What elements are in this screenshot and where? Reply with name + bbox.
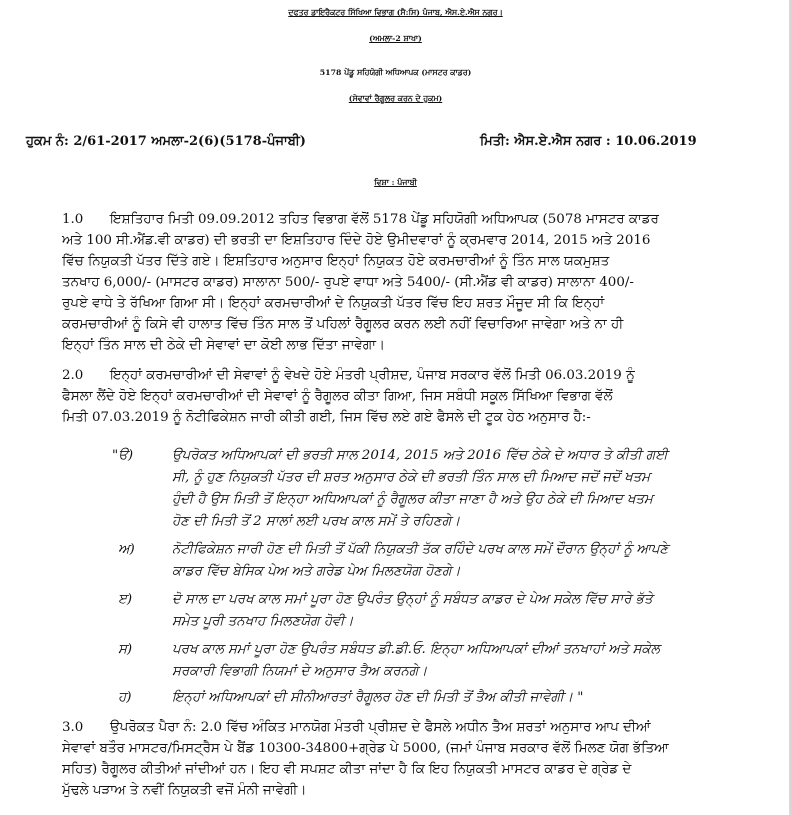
paragraph-line: ਸੇਵਾਵਾਂ ਬਤੌਰ ਮਾਸਟਰ/ਮਿਸਟ੍ਰੈਸ ਪੇ ਬੈਂਡ 10300-34800+ਗ੍ਰੇਡ ਪੇ 5000, (ਜਮਾਂ ਪੰਜਾਬ ਸਰਕਾਰ ਵੱਲੋਂ ਮਿਲਣ ਯੋਗ ਭੱਤਿਆ [62,741,669,756]
clause-label: "ੳ) [112,448,134,463]
clause-line: ਕਾਡਰ ਵਿੱਚ ਬੇਸਿਕ ਪੇਅ ਅਤੇ ਗਰੇਡ ਪੇਅ ਮਿਲਣਯੋਗ ਹੋਣਗੇ। [172,564,461,579]
branch-heading: (ਅਮਲਾ-2 ਸ਼ਾਖਾ) [369,34,422,43]
clause-label: ਅ) [118,542,135,557]
office-heading: ਦਫਤਰ ਡਾਇਰੈਕਟਰ ਸਿੱਖਿਆ ਵਿਭਾਗ (ਸੈ:ਸਿ) ਪੰਜਾਬ, ਐਸ.ਏ.ਐਸ ਨਗਰ। [288,8,503,17]
paragraph-number: 1.0 [62,212,84,227]
subject-line: ਵਿਸ਼ਾ : ਪੰਜਾਬੀ [374,178,417,187]
paragraph-line: ਇਸ਼ਤਿਹਾਰ ਮਿਤੀ 09.09.2012 ਤਹਿਤ ਵਿਭਾਗ ਵੱਲੋਂ 5178 ਪੇਂਡੂ ਸਹਿਯੋਗੀ ਅਧਿਆਪਕ (5078 ਮਾਸਟਰ ਕਾਡਰ [110,212,659,227]
paragraph-line: ਅਤੇ 100 ਸੀ.ਐਂਡ.ਵੀ ਕਾਡਰ) ਦੀ ਭਰਤੀ ਦਾ ਇਸ਼ਤਿਹਾਰ ਦਿੰਦੇ ਹੋਏ ਉਮੀਦਵਾਰਾਂ ਨੂੰ ਕ੍ਰਮਵਾਰ 2014, 2015 ਅਤੇ 2016 [62,233,651,248]
paragraph-number: 2.0 [62,368,84,383]
order-date: ਮਿਤੀ: ਐਸ.ਏ.ਐਸ ਨਗਰ : 10.06.2019 [480,134,697,149]
clause-line: ਸਰਕਾਰੀ ਵਿਭਾਗੀ ਨਿਯਮਾਂ ਦੇ ਅਨੁਸਾਰ ਤੈਅ ਕਰਨਗੇ। [172,664,428,679]
paragraph-line: ਇਨ੍ਹਾਂ ਕਰਮਚਾਰੀਆਂ ਦੀ ਸੇਵਾਵਾਂ ਨੂੰ ਵੇਖਦੇ ਹੋਏ ਮੰਤਰੀ ਪ੍ਰੀਸ਼ਦ, ਪੰਜਾਬ ਸਰਕਾਰ ਵੱਲੋਂ ਮਿਤੀ 06.03.2019 ਨੂੰ [110,368,635,383]
paragraph-line: ਇਨ੍ਹਾਂ ਤਿੰਨ ਸਾਲ ਦੀ ਠੇਕੇ ਦੀ ਸੇਵਾਵਾਂ ਦਾ ਕੋਈ ਲਾਭ ਦਿੱਤਾ ਜਾਵੇਗਾ। [62,338,385,353]
document-title: 5178 ਪੇਂਡੂ ਸਹਿਯੋਗੀ ਅਧਿਆਪਕ (ਮਾਸਟਰ ਕਾਡਰ) [319,68,472,77]
clause-line: ਇਨ੍ਹਾਂ ਅਧਿਆਪਕਾਂ ਦੀ ਸੀਨੀਆਰਤਾਂ ਰੈਗੂਲਰ ਹੋਣ ਦੀ ਮਿਤੀ ਤੋਂ ਤੈਅ ਕੀਤੀ ਜਾਵੇਗੀ। " [172,690,584,705]
clause-label: ਹ) [118,690,132,705]
clause-label: ੲ) [118,592,133,607]
clause-line: ਨੋਟੀਫਿਕੇਸ਼ਨ ਜਾਰੀ ਹੋਣ ਦੀ ਮਿਤੀ ਤੋਂ ਪੱਕੀ ਨਿਯੁਕਤੀ ਤੱਕ ਰਹਿੰਦੇ ਪਰਖ ਕਾਲ ਸਮੇਂ ਦੌਰਾਨ ਉਨ੍ਹਾਂ ਨੂੰ ਆਪਣੇ [172,542,669,557]
clause-line: ਉਪਰੋਕਤ ਅਧਿਆਪਕਾਂ ਦੀ ਭਰਤੀ ਸਾਲ 2014, 2015 ਅਤੇ 2016 ਵਿੱਚ ਠੇਕੇ ਦੇ ਅਧਾਰ ਤੇ ਕੀਤੀ ਗਈ [172,448,668,463]
clause-label: ਸ) [118,642,133,657]
clause-line: ਹੋਣ ਦੀ ਮਿਤੀ ਤੋਂ 2 ਸਾਲਾਂ ਲਈ ਪਰਖ ਕਾਲ ਸਮੇਂ ਤੇ ਰਹਿਣਗੇ। [172,514,461,529]
paragraph-line: ਤਨਖਾਹ 6,000/- (ਮਾਸਟਰ ਕਾਡਰ) ਸਾਲਾਨਾ 500/- ਰੁਪਏ ਵਾਧਾ ਅਤੇ 5400/- (ਸੀ.ਐਂਡ ਵੀ ਕਾਡਰ) ਸਾਲਾਨਾ 400/- [62,275,634,290]
paragraph-line: ਮੁੱਢਲੇ ਪੜਾਅ ਤੇ ਨਵੀਂ ਨਿਯੁਕਤੀ ਵਜੋਂ ਮੰਨੀ ਜਾਵੇਗੀ। [62,783,307,798]
paragraph-number: 3.0 [62,720,84,735]
clause-line: ਹੁੰਦੀ ਹੈ ਉਸ ਮਿਤੀ ਤੋਂ ਇਨ੍ਹਾ ਅਧਿਆਪਕਾਂ ਨੂੰ ਰੈਗੂਲਰ ਕੀਤਾ ਜਾਣਾ ਹੈ ਅਤੇ ਉਹ ਠੇਕੇ ਦੀ ਮਿਆਦ ਖਤਮ [172,492,653,507]
clause-line: ਦੋ ਸਾਲ ਦਾ ਪਰਖ ਕਾਲ ਸਮਾਂ ਪੂਰਾ ਹੋਣ ਉਪਰੰਤ ਉਨ੍ਹਾਂ ਨੂੰ ਸਬੰਧਤ ਕਾਡਰ ਦੇ ਪੇਅ ਸਕੇਲ ਵਿੱਚ ਸਾਰੇ ਭੱਤੇ [172,592,653,607]
clause-line: ਪਰਖ ਕਾਲ ਸਮਾਂ ਪੂਰਾ ਹੋਣ ਉਪਰੰਤ ਸਬੰਧਤ ਡੀ.ਡੀ.ਓ. ਇਨ੍ਹਾ ਅਧਿਆਪਕਾਂ ਦੀਆਂ ਤਨਖਾਹਾਂ ਅਤੇ ਸਕੇਲ [172,642,660,657]
paragraph-line: ਉਪਰੋਕਤ ਪੈਰਾ ਨੰ: 2.0 ਵਿੱਚ ਅੰਕਿਤ ਮਾਨਯੋਗ ਮੰਤਰੀ ਪ੍ਰੀਸ਼ਦ ਦੇ ਫੈਸਲੇ ਅਧੀਨ ਤੈਅ ਸ਼ਰਤਾਂ ਅਨੁਸਾਰ ਆਪ ਦੀਆਂ [110,720,651,735]
paragraph-line: ਫੈਸਲਾ ਲੈਂਦੇ ਹੋਏ ਇਨ੍ਹਾਂ ਕਰਮਚਾਰੀਆਂ ਦੀ ਸੇਵਾਵਾਂ ਨੂੰ ਰੈਗੂਲਰ ਕੀਤਾ ਗਿਆ, ਜਿਸ ਸਬੰਧੀ ਸਕੂਲ ਸਿੱਖਿਆ ਵਿਭਾਗ ਵੱਲੋਂ [62,389,613,404]
order-number: ਹੁਕਮ ਨੰ: 2/61-2017 ਅਮਲਾ-2(6)(5178-ਪੰਜਾਬੀ) [26,134,306,149]
paragraph-line: ਕਰਮਚਾਰੀਆਂ ਨੂੰ ਕਿਸੇ ਵੀ ਹਾਲਾਤ ਵਿੱਚ ਤਿੰਨ ਸਾਲ ਤੋਂ ਪਹਿਲਾਂ ਰੈਗੂਲਰ ਕਰਨ ਲਈ ਨਹੀਂ ਵਿਚਾਰਿਆ ਜਾਵੇਗਾ ਅਤੇ ਨਾ ਹੀ [62,317,624,332]
document-subtitle: (ਸੇਵਾਵਾਂ ਰੈਗੂਲਰ ਕਰਨ ਦੇ ਹੁਕਮ) [348,94,443,103]
paragraph-line: ਵਿੱਚ ਨਿਯੁਕਤੀ ਪੱਤਰ ਦਿੱਤੇ ਗਏ। ਇਸ਼ਤਿਹਾਰ ਅਨੁਸਾਰ ਇਨ੍ਹਾਂ ਨਿਯੁਕਤ ਹੋਏ ਕਰਮਚਾਰੀਆਂ ਨੂੰ ਤਿੰਨ ਸਾਲ ਯਕਮੁਸ਼ਤ [62,254,610,269]
paragraph-line: ਮਿਤੀ 07.03.2019 ਨੂੰ ਨੋਟੀਫਿਕੇਸ਼ਨ ਜਾਰੀ ਕੀਤੀ ਗਈ, ਜਿਸ ਵਿੱਚ ਲਏ ਗਏ ਫੈਸਲੇ ਦੀ ਟੂਕ ਹੇਠ ਅਨੁਸਾਰ ਹੈ:- [62,410,591,425]
paragraph-line: ਸਹਿਤ) ਰੈਗੂਲਰ ਕੀਤੀਆਂ ਜਾਂਦੀਆਂ ਹਨ। ਇਹ ਵੀ ਸਪਸ਼ਟ ਕੀਤਾ ਜਾਂਦਾ ਹੈ ਕਿ ਇਹ ਨਿਯੁਕਤੀ ਮਾਸਟਰ ਕਾਡਰ ਦੇ ਗ੍ਰੇਡ ਦੇ [62,762,632,777]
clause-line: ਸਮੇਤ ਪੂਰੀ ਤਨਖਾਹ ਮਿਲਣਯੋਗ ਹੋਵੀ। [172,614,354,629]
clause-line: ਸੀ, ਨੂੰ ਹੁਣ ਨਿਯੁਕਤੀ ਪੱਤਰ ਦੀ ਸ਼ਰਤ ਅਨੁਸਾਰ ਠੇਕੇ ਦੀ ਭਰਤੀ ਤਿੰਨ ਸਾਲ ਦੀ ਮਿਆਦ ਜਦੋਂ ਜਦੋਂ ਖਤਮ [172,470,651,485]
paragraph-line: ਰੁਪਏ ਵਾਧੇ ਤੇ ਰੱਖਿਆ ਗਿਆ ਸੀ। ਇਨ੍ਹਾਂ ਕਰਮਚਾਰੀਆਂ ਦੇ ਨਿਯੁਕਤੀ ਪੱਤਰ ਵਿੱਚ ਇਹ ਸ਼ਰਤ ਮੌਜੂਦ ਸੀ ਕਿ ਇਨ੍ਹਾਂ [62,296,605,311]
